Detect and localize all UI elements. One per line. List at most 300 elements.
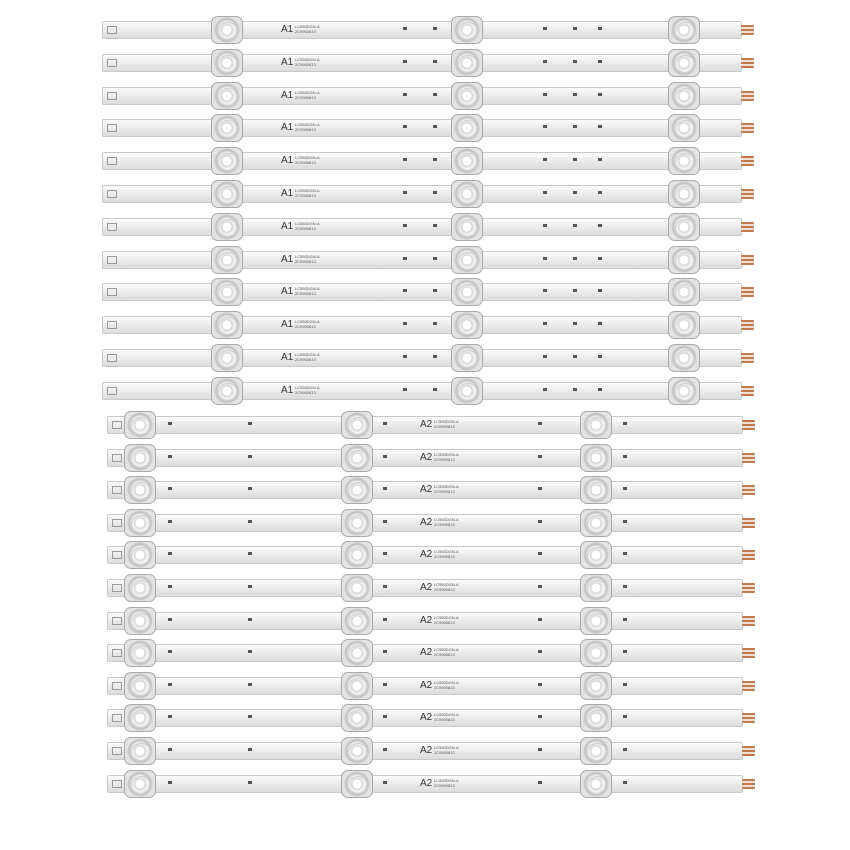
led-lens (341, 672, 373, 700)
smd-component (623, 520, 627, 523)
connector-pins (742, 453, 755, 463)
strip-model-text: LC550DGN-A 2C9900813 (434, 745, 459, 755)
strip-label: A1 (281, 221, 294, 232)
led-lens (211, 344, 243, 372)
smd-component (538, 715, 542, 718)
smd-component (538, 585, 542, 588)
led-lens (124, 704, 156, 732)
led-strip-a2 (107, 709, 743, 727)
smd-component (168, 585, 172, 588)
strip-end-connector (112, 714, 122, 722)
smd-component (403, 322, 407, 325)
led-lens (668, 114, 700, 142)
strip-end-connector (107, 124, 117, 132)
smd-component (383, 422, 387, 425)
led-lens (451, 344, 483, 372)
smd-component (598, 322, 602, 325)
smd-component (598, 60, 602, 63)
smd-component (248, 748, 252, 751)
smd-component (168, 748, 172, 751)
smd-component (538, 455, 542, 458)
led-strip-a1 (102, 316, 742, 334)
led-lens (668, 180, 700, 208)
strip-label: A2 (420, 419, 433, 430)
strip-model-text: LC550DGN-A 2C9900813 (434, 778, 459, 788)
led-strip-a2 (107, 416, 743, 434)
strip-model-text: LC550DGN-A 2C9900813 (434, 680, 459, 690)
smd-component (248, 455, 252, 458)
strip-end-connector (107, 256, 117, 264)
led-lens (668, 49, 700, 77)
smd-component (433, 158, 437, 161)
connector-pins (741, 320, 754, 330)
smd-component (248, 487, 252, 490)
strip-end-connector (107, 26, 117, 34)
smd-component (433, 224, 437, 227)
led-lens (668, 246, 700, 274)
led-lens (341, 770, 373, 798)
smd-component (573, 322, 577, 325)
connector-pins (741, 222, 754, 232)
led-lens (580, 639, 612, 667)
strip-end-connector (107, 321, 117, 329)
led-lens (580, 770, 612, 798)
strip-model-text: LC550DGN-A 2C9900813 (434, 484, 459, 494)
strip-label: A2 (420, 615, 433, 626)
strip-model-text: LC550DGN-A 2C9900813 (295, 57, 320, 67)
smd-component (248, 520, 252, 523)
connector-pins (742, 616, 755, 626)
smd-component (403, 289, 407, 292)
led-lens (341, 704, 373, 732)
led-strip-a1 (102, 349, 742, 367)
smd-component (403, 60, 407, 63)
smd-component (598, 257, 602, 260)
led-strip-a1 (102, 21, 742, 39)
smd-component (573, 224, 577, 227)
strip-end-connector (107, 59, 117, 67)
smd-component (543, 257, 547, 260)
smd-component (383, 748, 387, 751)
led-strip-a2 (107, 677, 743, 695)
smd-component (538, 422, 542, 425)
led-lens (124, 476, 156, 504)
strip-end-connector (107, 288, 117, 296)
smd-component (403, 93, 407, 96)
connector-pins (742, 550, 755, 560)
led-lens (341, 607, 373, 635)
connector-pins (741, 287, 754, 297)
led-lens (211, 246, 243, 274)
strip-label: A2 (420, 680, 433, 691)
connector-pins (741, 91, 754, 101)
strip-model-text: LC550DGN-A 2C9900813 (434, 419, 459, 429)
smd-component (433, 60, 437, 63)
smd-component (598, 224, 602, 227)
connector-pins (742, 518, 755, 528)
strip-label: A2 (420, 712, 433, 723)
smd-component (573, 388, 577, 391)
smd-component (433, 289, 437, 292)
led-lens (124, 737, 156, 765)
smd-component (403, 388, 407, 391)
strip-label: A2 (420, 582, 433, 593)
strip-model-text: LC550DGN-A 2C9900813 (295, 385, 320, 395)
smd-component (168, 618, 172, 621)
led-strip-a2 (107, 514, 743, 532)
smd-component (383, 618, 387, 621)
smd-component (623, 781, 627, 784)
smd-component (403, 355, 407, 358)
smd-component (543, 125, 547, 128)
smd-component (598, 191, 602, 194)
smd-component (623, 422, 627, 425)
smd-component (433, 322, 437, 325)
strip-end-connector (107, 92, 117, 100)
led-lens (341, 541, 373, 569)
smd-component (543, 27, 547, 30)
smd-component (433, 27, 437, 30)
led-strip-a2 (107, 612, 743, 630)
smd-component (168, 683, 172, 686)
smd-component (168, 781, 172, 784)
led-lens (580, 704, 612, 732)
led-lens (451, 278, 483, 306)
led-lens (451, 147, 483, 175)
strip-model-text: LC550DGN-A 2C9900813 (295, 90, 320, 100)
led-lens (451, 16, 483, 44)
smd-component (543, 191, 547, 194)
connector-pins (741, 353, 754, 363)
smd-component (383, 487, 387, 490)
connector-pins (741, 58, 754, 68)
smd-component (538, 552, 542, 555)
led-lens (580, 672, 612, 700)
strip-model-text: LC550DGN-A 2C9900813 (434, 452, 459, 462)
strip-end-connector (112, 421, 122, 429)
smd-component (248, 618, 252, 621)
led-lens (451, 246, 483, 274)
smd-component (383, 552, 387, 555)
strip-model-text: LC550DGN-A 2C9900813 (295, 155, 320, 165)
smd-component (543, 388, 547, 391)
strip-label: A2 (420, 549, 433, 560)
strip-end-connector (112, 682, 122, 690)
led-strip-a1 (102, 54, 742, 72)
smd-component (248, 585, 252, 588)
led-lens (211, 311, 243, 339)
smd-component (538, 650, 542, 653)
led-lens (124, 411, 156, 439)
led-lens (451, 377, 483, 405)
strip-label: A2 (420, 778, 433, 789)
smd-component (248, 552, 252, 555)
smd-component (598, 388, 602, 391)
smd-component (573, 191, 577, 194)
strip-label: A1 (281, 286, 294, 297)
strip-end-connector (107, 387, 117, 395)
led-lens (211, 377, 243, 405)
strip-model-text: LC550DGN-A 2C9900813 (434, 615, 459, 625)
led-lens (580, 476, 612, 504)
strip-model-text: LC550DGN-A 2C9900813 (434, 549, 459, 559)
smd-component (598, 289, 602, 292)
led-lens (451, 180, 483, 208)
led-lens (124, 444, 156, 472)
led-lens (341, 639, 373, 667)
strip-end-connector (107, 223, 117, 231)
strip-end-connector (112, 519, 122, 527)
led-lens (124, 574, 156, 602)
led-lens (668, 16, 700, 44)
led-strip-a2 (107, 449, 743, 467)
connector-pins (742, 779, 755, 789)
strip-label: A1 (281, 155, 294, 166)
led-strip-a1 (102, 152, 742, 170)
connector-pins (742, 681, 755, 691)
strip-end-connector (107, 354, 117, 362)
strip-end-connector (107, 157, 117, 165)
led-lens (580, 574, 612, 602)
smd-component (543, 322, 547, 325)
smd-component (248, 683, 252, 686)
smd-component (623, 683, 627, 686)
smd-component (403, 257, 407, 260)
led-lens (211, 180, 243, 208)
smd-component (433, 355, 437, 358)
smd-component (383, 585, 387, 588)
smd-component (403, 158, 407, 161)
smd-component (598, 158, 602, 161)
smd-component (573, 158, 577, 161)
led-lens (211, 16, 243, 44)
strip-end-connector (107, 190, 117, 198)
led-strip-a1 (102, 185, 742, 203)
smd-component (623, 585, 627, 588)
smd-component (248, 715, 252, 718)
smd-component (598, 93, 602, 96)
strip-end-connector (112, 584, 122, 592)
led-lens (580, 509, 612, 537)
smd-component (168, 455, 172, 458)
led-lens (668, 377, 700, 405)
strip-label: A2 (420, 745, 433, 756)
led-lens (580, 737, 612, 765)
smd-component (168, 715, 172, 718)
led-lens (668, 311, 700, 339)
smd-component (168, 422, 172, 425)
smd-component (168, 487, 172, 490)
smd-component (403, 224, 407, 227)
smd-component (543, 224, 547, 227)
led-strip-a2 (107, 742, 743, 760)
led-lens (668, 82, 700, 110)
connector-pins (741, 25, 754, 35)
led-lens (124, 639, 156, 667)
strip-model-text: LC550DGN-A 2C9900813 (295, 352, 320, 362)
strip-end-connector (112, 551, 122, 559)
strip-label: A1 (281, 319, 294, 330)
led-lens (668, 344, 700, 372)
smd-component (543, 60, 547, 63)
led-lens (124, 509, 156, 537)
connector-pins (741, 123, 754, 133)
connector-pins (742, 648, 755, 658)
smd-component (573, 257, 577, 260)
smd-component (403, 191, 407, 194)
strip-model-text: LC550DGN-A 2C9900813 (434, 517, 459, 527)
smd-component (538, 487, 542, 490)
led-lens (124, 607, 156, 635)
smd-component (433, 257, 437, 260)
smd-component (403, 125, 407, 128)
strip-label: A1 (281, 122, 294, 133)
connector-pins (742, 713, 755, 723)
smd-component (168, 650, 172, 653)
led-lens (211, 278, 243, 306)
led-strip-a1 (102, 251, 742, 269)
led-strip-a1 (102, 87, 742, 105)
led-strip-a2 (107, 546, 743, 564)
connector-pins (741, 189, 754, 199)
smd-component (623, 715, 627, 718)
led-lens (451, 82, 483, 110)
led-lens (211, 213, 243, 241)
led-strip-a1 (102, 119, 742, 137)
led-strip-a2 (107, 775, 743, 793)
led-strip-a2 (107, 481, 743, 499)
led-lens (451, 311, 483, 339)
strip-model-text: LC550DGN-A 2C9900813 (434, 582, 459, 592)
strip-end-connector (112, 780, 122, 788)
smd-component (543, 158, 547, 161)
smd-component (623, 618, 627, 621)
smd-component (433, 125, 437, 128)
smd-component (538, 520, 542, 523)
smd-component (248, 422, 252, 425)
smd-component (383, 650, 387, 653)
strip-label: A2 (420, 517, 433, 528)
strip-end-connector (112, 617, 122, 625)
strip-model-text: LC550DGN-A 2C9900813 (434, 712, 459, 722)
led-lens (211, 49, 243, 77)
connector-pins (742, 583, 755, 593)
smd-component (573, 27, 577, 30)
led-lens (451, 213, 483, 241)
strip-model-text: LC550DGN-A 2C9900813 (295, 188, 320, 198)
smd-component (573, 355, 577, 358)
led-lens (124, 672, 156, 700)
led-lens (341, 574, 373, 602)
led-lens (451, 49, 483, 77)
strip-label: A1 (281, 57, 294, 68)
strip-model-text: LC550DGN-A 2C9900813 (295, 24, 320, 34)
strip-end-connector (112, 486, 122, 494)
led-lens (451, 114, 483, 142)
led-lens (124, 541, 156, 569)
connector-pins (742, 420, 755, 430)
connector-pins (741, 386, 754, 396)
connector-pins (742, 746, 755, 756)
led-lens (211, 82, 243, 110)
strip-model-text: LC550DGN-A 2C9900813 (295, 254, 320, 264)
connector-pins (742, 485, 755, 495)
led-lens (211, 114, 243, 142)
smd-component (538, 683, 542, 686)
strip-model-text: LC550DGN-A 2C9900813 (295, 221, 320, 231)
strip-label: A1 (281, 24, 294, 35)
connector-pins (741, 255, 754, 265)
led-lens (341, 737, 373, 765)
smd-component (433, 93, 437, 96)
smd-component (573, 60, 577, 63)
smd-component (433, 191, 437, 194)
smd-component (383, 520, 387, 523)
strip-label: A1 (281, 254, 294, 265)
smd-component (168, 520, 172, 523)
strip-label: A2 (420, 647, 433, 658)
strip-end-connector (112, 747, 122, 755)
smd-component (573, 93, 577, 96)
smd-component (623, 552, 627, 555)
strip-label: A1 (281, 352, 294, 363)
led-strip-a1 (102, 218, 742, 236)
smd-component (598, 355, 602, 358)
led-strip-a1 (102, 382, 742, 400)
smd-component (623, 748, 627, 751)
smd-component (598, 27, 602, 30)
led-lens (580, 444, 612, 472)
led-lens (668, 213, 700, 241)
smd-component (383, 781, 387, 784)
strip-label: A1 (281, 385, 294, 396)
strip-model-text: LC550DGN-A 2C9900813 (434, 647, 459, 657)
smd-component (573, 125, 577, 128)
smd-component (403, 27, 407, 30)
smd-component (623, 487, 627, 490)
smd-component (538, 748, 542, 751)
led-lens (668, 147, 700, 175)
smd-component (543, 355, 547, 358)
led-lens (580, 541, 612, 569)
smd-component (383, 715, 387, 718)
strip-end-connector (112, 649, 122, 657)
smd-component (248, 781, 252, 784)
strip-label: A2 (420, 452, 433, 463)
smd-component (543, 289, 547, 292)
smd-component (248, 650, 252, 653)
smd-component (383, 683, 387, 686)
strip-label: A2 (420, 484, 433, 495)
led-lens (341, 509, 373, 537)
led-strip-a2 (107, 644, 743, 662)
strip-label: A1 (281, 188, 294, 199)
smd-component (433, 388, 437, 391)
connector-pins (741, 156, 754, 166)
led-lens (341, 444, 373, 472)
strip-label: A1 (281, 90, 294, 101)
strip-end-connector (112, 454, 122, 462)
led-lens (668, 278, 700, 306)
smd-component (538, 781, 542, 784)
smd-component (543, 93, 547, 96)
strip-model-text: LC550DGN-A 2C9900813 (295, 319, 320, 329)
led-strip-a2 (107, 579, 743, 597)
smd-component (598, 125, 602, 128)
led-lens (124, 770, 156, 798)
led-lens (341, 411, 373, 439)
smd-component (538, 618, 542, 621)
